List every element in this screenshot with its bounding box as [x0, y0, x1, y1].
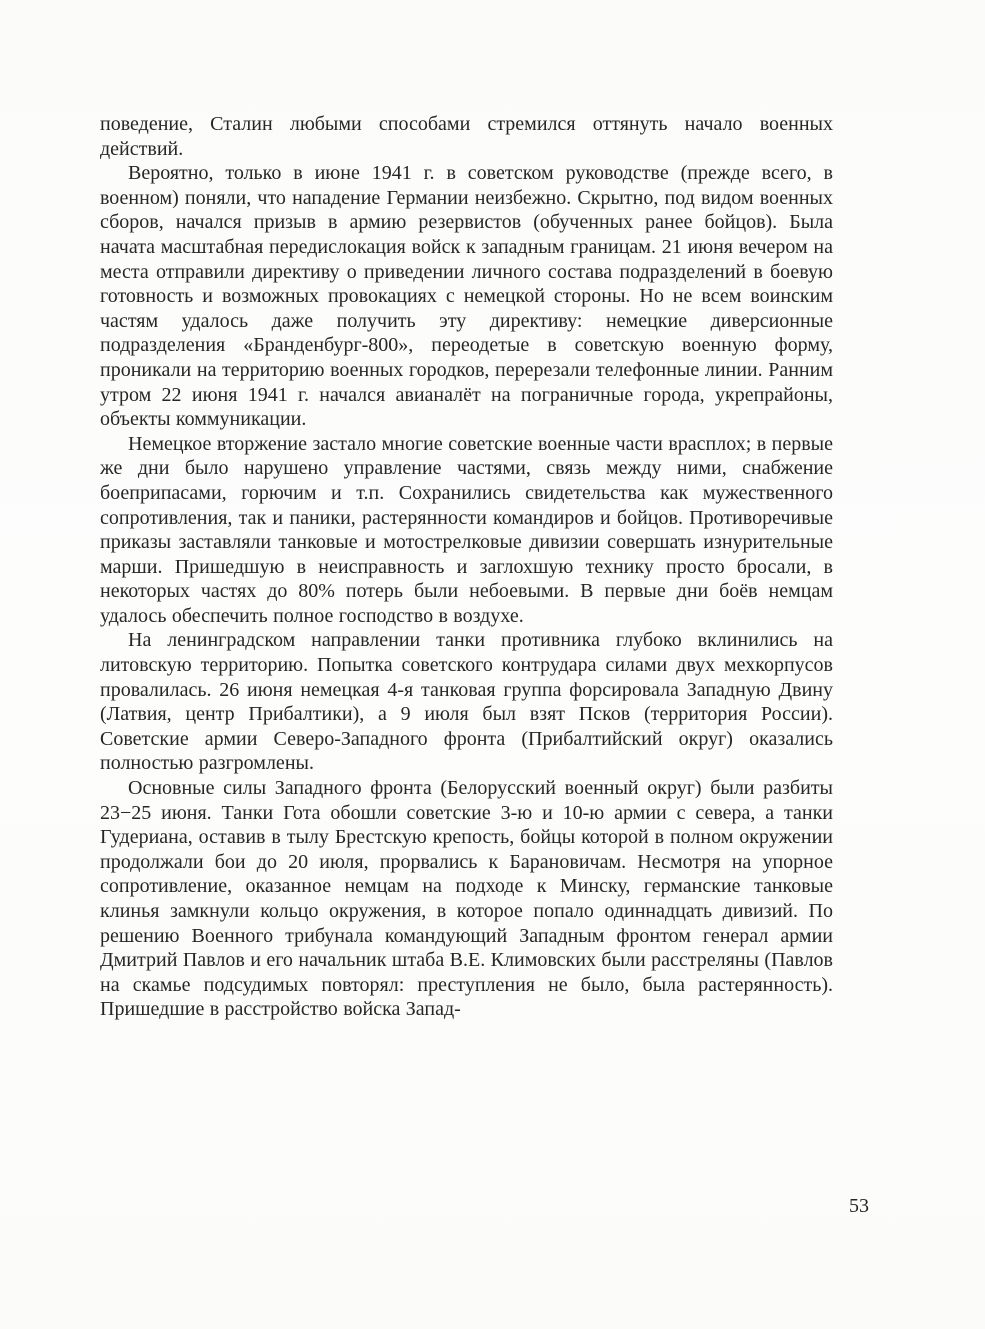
paragraph: Немецкое вторжение застало многие советские военные части врасплох; в первые же дни было нарушено управление частями, связь между ними, снабжение боеприпасами, горючим и т.п. Сохранились свидетельства как мужественного сопротивления, так и паники, растерянности командиров и бойцов. Противоречивые приказы заставляли танковые и мотострелковые дивизии совершать изнурительные марши. Пришедшую в неисправность и заглохшую технику просто бросали, в некоторых частях до 80% потерь были небоевыми. В первые дни боёв немцам удалось обеспечить полное господство в воздухе.: [100, 432, 833, 627]
text-block: [100, 112, 833, 1022]
paragraph: Основные силы Западного фронта (Белорусский военный округ) были разбиты 23−25 июня. Танки Гота обошли советские 3-ю и 10-ю армии с севера, а танки Гудериана, оставив в тылу Брестскую крепость, бойцы которой в полном окружении продолжали бои до 20 июля, прорвались к Барановичам. Несмотря на упорное сопротивление, оказанное немцам на подходе к Минску, германские танковые клинья замкнули кольцо окружения, в которое попало одиннадцать дивизий. По решению Военного трибунала командующий Западным фронтом генерал армии Дмитрий Павлов и его начальник штаба В.Е. Климовских были расстреляны (Павлов на скамье подсудимых повторял: преступления не было, была растерянность). Пришедшие в расстройство войска Запад-: [100, 777, 833, 1021]
paragraph: Вероятно, только в июне 1941 г. в советском руководстве (прежде всего, в военном) поняли, что нападение Германии неизбежно. Скрытно, под видом военных сборов, начался призыв в армию резервистов (обученных ранее бойцов). Была начата масштабная передислокация войск к западным границам. 21 июня вечером на места отправили директиву о приведении личного состава подразделений в боевую готовность и возможных провокациях с немецкой стороны. Но не всем воинским частям удалось даже получить эту директиву: немецкие диверсионные подразделения «Бранденбург-800», переодетые в советскую военную форму, проникали на территорию военных городков, перерезали телефонные линии. Ранним утром 22 июня 1941 г. начался авианалёт на пограничные города, укрепрайоны, объекты коммуникации.: [100, 162, 833, 431]
page-number: 53: [849, 1195, 869, 1217]
paragraph: На ленинградском направлении танки противника глубоко вклинились на литовскую территорию. Попытка советского контрудара силами двух мехкорпусов провалилась. 26 июня немецкая 4-я танковая группа форсировала Западную Двину (Латвия, центр Прибалтики), а 9 июля был взят Псков (территория России). Советские армии Северо-Западного фронта (Прибалтийский округ) оказались полностью разгромлены.: [100, 629, 833, 775]
paragraph: поведение, Сталин любыми способами стремился оттянуть начало военных действий.: [100, 113, 833, 160]
